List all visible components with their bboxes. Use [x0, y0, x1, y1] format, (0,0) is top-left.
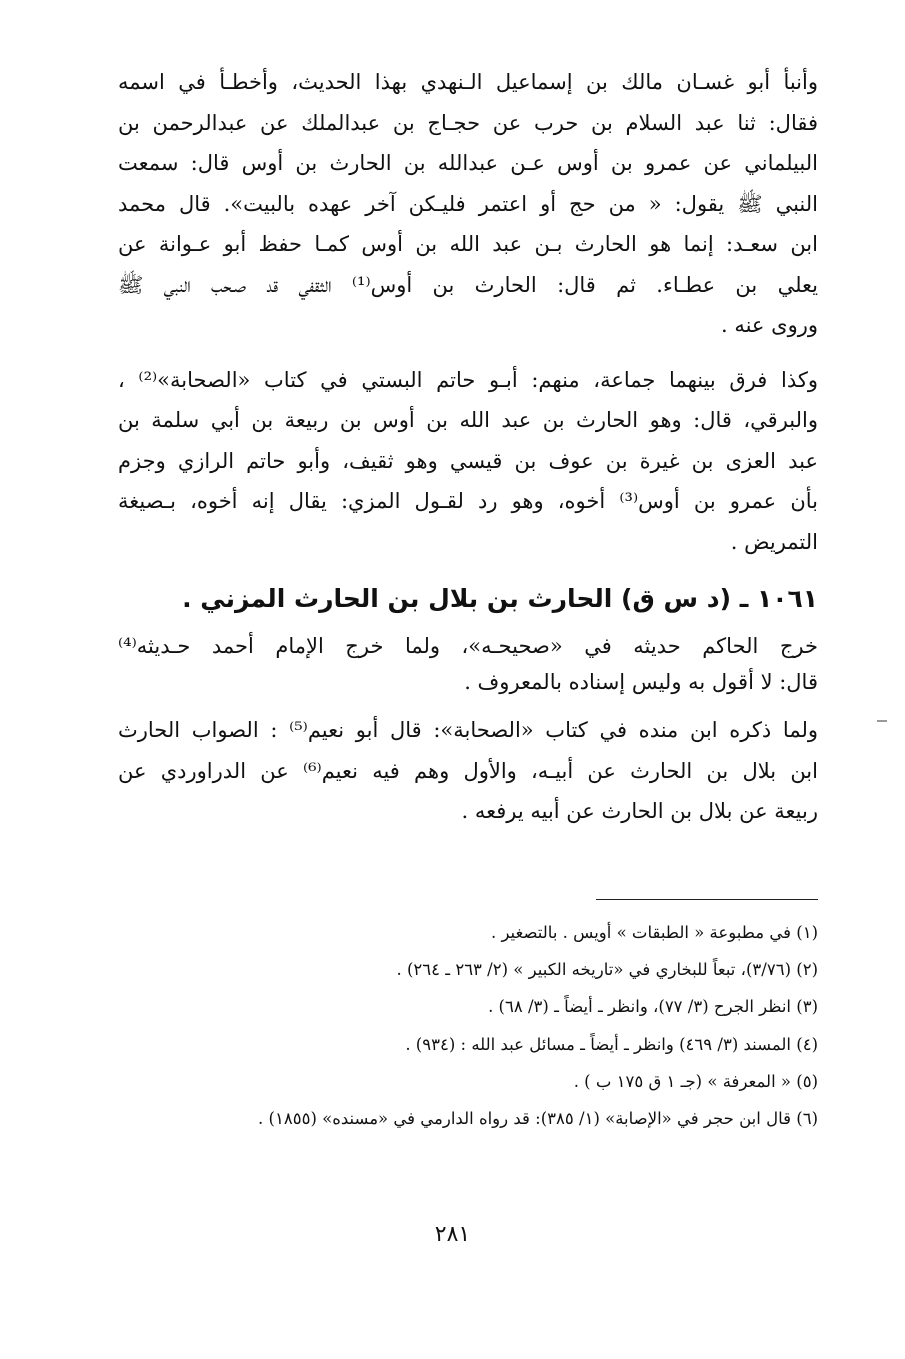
text-line: فقال: ثنا عبد السلام بن حرب عن حجـاج بن عبدالملك عن عبدالرحمن بن [118, 110, 818, 135]
text-line: البيلماني عن عمرو بن أوس عـن عبدالله بن الحارث بن أوس قال: سمعت [118, 151, 818, 175]
text-line: ولما ذكره ابن منده في كتاب «الصحابة»: قال أبو نعيم⁽⁵⁾ : الصواب الحارث [118, 718, 818, 742]
footnote: (١) في مطبوعة « الطبقات » أويس . بالتصغير . [490, 923, 818, 942]
footnote: (٢) (٣/٧٦)، تبعاً للبخاري في «تاريخه الكبير » (٢/ ٢٦٣ ـ ٢٦٤) . [396, 960, 818, 980]
text-line: ابن سعـد: إنما هو الحارث بـن عبد الله بن أوس كمـا حفظ أبو عـوانة عن [118, 232, 818, 256]
text-line: وأنبأ أبو غسـان مالك بن إسماعيل الـنهدي بهذا الحديث، وأخطـأ في اسمه [118, 70, 818, 94]
text-line: والبرقي، قال: وهو الحارث بن عبد الله بن أوس بن ربيعة بن أبي سلمة بن [118, 408, 818, 432]
text-line: ابن بلال بن الحارث عن أبيـه، والأول وهم فيه نعيم⁽⁶⁾ عن الدراوردي عن [118, 758, 818, 783]
text-line: التمريض . [730, 529, 818, 554]
footnote: (٥) « المعرفة » (جـ ١ ق ١٧٥ ب ) . [573, 1071, 818, 1091]
text-line: خرج الحاكم حديثه في «صحيحـه»، ولما خرج الإمام أحمد حـديثه⁽⁴⁾ [118, 634, 818, 658]
paragraph-1 [118, 62, 818, 346]
page-body [118, 62, 818, 1302]
paragraph-2 [118, 360, 818, 563]
text-line: بأن عمرو بن أوس⁽³⁾ أخوه، وهو رد لقـول المزي: يقال إنه أخوه، بـصيغة [118, 489, 818, 513]
text-line: قال: لا أقول به وليس إسناده بالمعروف . [464, 670, 818, 694]
footnote: (٦) قال ابن حجر في «الإصابة» (١/ ٣٨٥): قد رواه الدارمي في «مسنده» (١٨٥٥) . [258, 1109, 818, 1129]
footnote-separator [596, 899, 818, 900]
paragraph-3 [118, 628, 818, 700]
footnote: (٣) انظر الجرح (٣/ ٧٧)، وانظر ـ أيضاً ـ (٣/ ٦٨) . [488, 997, 818, 1017]
text-line: يعلي بن عطـاء. ثم قال: الحارث بن أوس⁽¹⁾ الثقفي قد صـحب النبي ﷺ [118, 272, 818, 297]
page-number: ٢٨١ [434, 1222, 471, 1247]
text-line: عبد العزى بن غيرة بن عوف بن قيسي وهو ثقيف، وأبو حاتم الرازي وجزم [118, 448, 818, 473]
footnotes [118, 914, 818, 1137]
text-line: وكذا فرق بينهما جماعة، منهم: أبـو حاتم البستي في كتاب «الصحابة»⁽²⁾ ، [118, 367, 818, 392]
text-line: ربيعة عن بلال بن الحارث عن أبيه يرفعه . [461, 799, 818, 823]
footnote: (٤) المسند (٣/ ٤٦٩) وانظر ـ أيضاً ـ مسائل عبد الله : (٩٣٤) . [405, 1034, 818, 1054]
paragraph-4 [118, 710, 818, 832]
entry-heading: ١٠٦١ ـ (د س ق) الحارث بن بلال بن الحارث المزني . [182, 584, 818, 613]
text-line: النبي ﷺ يقول: « من حج أو اعتمر فليـكن آخر عهده بالبيت». قال محمد [118, 191, 818, 216]
margin-mark [877, 720, 887, 722]
text-line: وروى عنه . [720, 313, 818, 337]
